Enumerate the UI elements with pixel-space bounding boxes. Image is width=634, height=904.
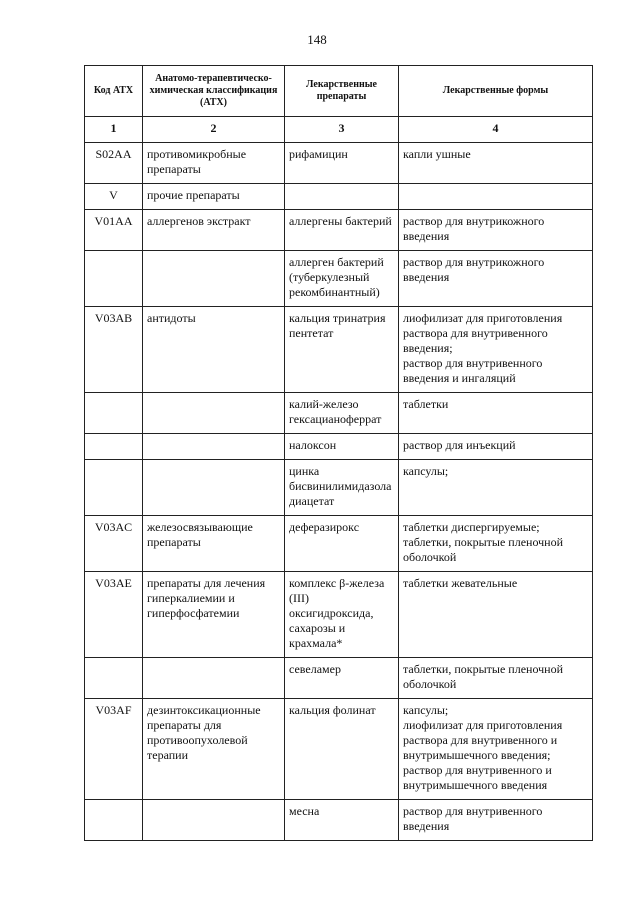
classification-cell: [143, 800, 285, 841]
classification-cell: [143, 251, 285, 307]
classification-cell: прочие препараты: [143, 184, 285, 210]
drug-cell: цинка бисвинилимидазола диацетат: [285, 460, 399, 516]
dosage-form: таблетки жевательные: [403, 576, 518, 590]
dosage-form: раствор для внутрикожного введения: [403, 255, 545, 284]
table-row: [85, 658, 593, 699]
table-row: [85, 393, 593, 434]
drug-cell: деферазирокс: [285, 516, 399, 572]
forms-cell: [399, 393, 593, 434]
forms-cell: [399, 572, 593, 658]
table-body: [85, 143, 593, 841]
atx-code-cell: [85, 251, 143, 307]
table-row: [85, 251, 593, 307]
forms-cell: [399, 143, 593, 184]
drug-cell: рифамицин: [285, 143, 399, 184]
dosage-form: таблетки: [403, 397, 449, 411]
drug-cell: кальция фолинат: [285, 699, 399, 800]
atx-code-cell: [85, 393, 143, 434]
dosage-form: таблетки, покрытые пленочной оболочкой: [403, 662, 564, 691]
atx-code-cell: [85, 460, 143, 516]
table-row: [85, 184, 593, 210]
drug-cell: месна: [285, 800, 399, 841]
classification-cell: препараты для лечения гиперкалиемии и гиперфосфатемии: [143, 572, 285, 658]
column-number-row: [85, 117, 593, 143]
forms-cell: [399, 434, 593, 460]
atx-code-cell: S02AA: [85, 143, 143, 184]
table-row: [85, 800, 593, 841]
classification-cell: [143, 658, 285, 699]
atx-drug-table: [84, 65, 593, 841]
atx-code-cell: [85, 800, 143, 841]
dosage-form: раствор для внутривенного введения и ингаляций: [403, 356, 543, 385]
forms-cell: [399, 699, 593, 800]
dosage-form: таблетки, покрытые пленочной оболочкой: [403, 535, 564, 564]
forms-cell: [399, 307, 593, 393]
dosage-form: раствор для внутривенного введения: [403, 804, 543, 833]
column-number: 4: [399, 117, 593, 143]
dosage-form: таблетки диспергируемые;: [403, 520, 540, 534]
page-number: 148: [307, 32, 327, 47]
forms-cell: [399, 251, 593, 307]
classification-cell: противомикробные препараты: [143, 143, 285, 184]
table-row: [85, 210, 593, 251]
forms-cell: [399, 800, 593, 841]
drug-cell: севеламер: [285, 658, 399, 699]
atx-code-cell: [85, 434, 143, 460]
column-number: 2: [143, 117, 285, 143]
forms-cell: [399, 460, 593, 516]
atx-code-cell: V03AF: [85, 699, 143, 800]
dosage-form: капсулы;: [403, 464, 449, 478]
drug-cell: налоксон: [285, 434, 399, 460]
dosage-form: раствор для внутрикожного введения: [403, 214, 545, 243]
header-forms: Лекарственные формы: [399, 66, 593, 117]
drug-cell: комплекс β-железа (III) оксигидроксида, сахарозы и крахмала*: [285, 572, 399, 658]
column-number: 3: [285, 117, 399, 143]
table-row: [85, 143, 593, 184]
atx-code-cell: V: [85, 184, 143, 210]
drug-cell: калий-железо гексацианоферрат: [285, 393, 399, 434]
atx-code-cell: V03AC: [85, 516, 143, 572]
classification-cell: [143, 393, 285, 434]
classification-cell: [143, 434, 285, 460]
table-header-row: [85, 66, 593, 117]
table-row: [85, 434, 593, 460]
drug-cell: аллергены бактерий: [285, 210, 399, 251]
table-row: [85, 460, 593, 516]
header-code: Код АТХ: [85, 66, 143, 117]
dosage-form: раствор для инъекций: [403, 438, 516, 452]
atx-code-cell: V03AB: [85, 307, 143, 393]
column-number: 1: [85, 117, 143, 143]
drug-cell: кальция тринатрия пентетат: [285, 307, 399, 393]
dosage-form: раствор для внутривенного и внутримышечного введения: [403, 763, 552, 792]
drug-cell: аллерген бактерий (туберкулезный рекомбинантный): [285, 251, 399, 307]
table-row: [85, 516, 593, 572]
dosage-form: капли ушные: [403, 147, 471, 161]
header-classification: Анатомо-терапевтическо-химическая классификация (АТХ): [143, 66, 285, 117]
table-row: [85, 307, 593, 393]
forms-cell: [399, 516, 593, 572]
dosage-form: лиофилизат для приготовления раствора для внутривенного введения;: [403, 311, 563, 355]
dosage-form: капсулы;: [403, 703, 449, 717]
classification-cell: дезинтоксикационные препараты для противоопухолевой терапии: [143, 699, 285, 800]
atx-code-cell: V01AA: [85, 210, 143, 251]
forms-cell: [399, 210, 593, 251]
table-row: [85, 699, 593, 800]
forms-cell: [399, 184, 593, 210]
atx-code-cell: V03AE: [85, 572, 143, 658]
classification-cell: антидоты: [143, 307, 285, 393]
header-drugs: Лекарственные препараты: [285, 66, 399, 117]
table-row: [85, 572, 593, 658]
classification-cell: аллергенов экстракт: [143, 210, 285, 251]
classification-cell: [143, 460, 285, 516]
dosage-form: лиофилизат для приготовления раствора для внутривенного и внутримышечного введения;: [403, 718, 563, 762]
forms-cell: [399, 658, 593, 699]
atx-code-cell: [85, 658, 143, 699]
classification-cell: железосвязывающие препараты: [143, 516, 285, 572]
drug-cell: [285, 184, 399, 210]
